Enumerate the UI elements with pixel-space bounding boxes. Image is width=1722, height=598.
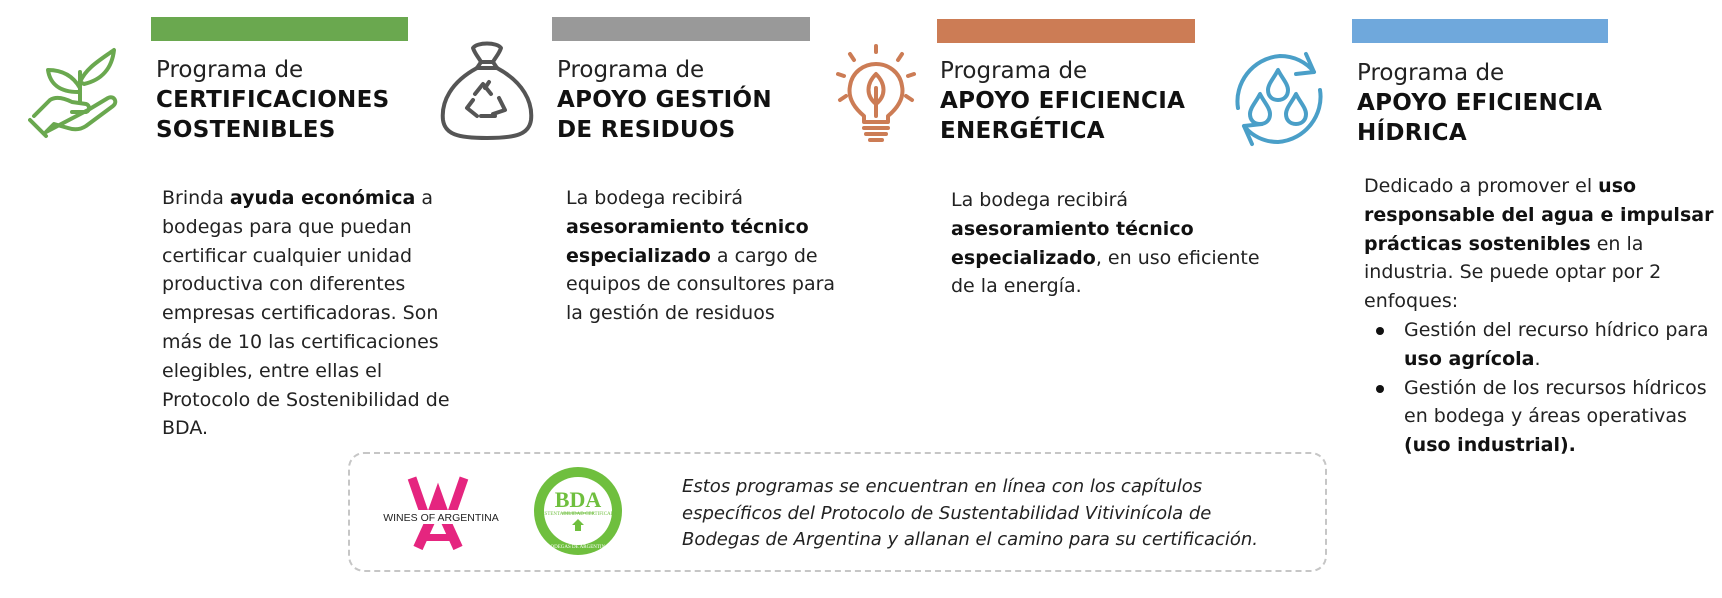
description-text: , en uso eficiente de la energía. xyxy=(951,246,1260,298)
list-item-highlight: uso agrícola xyxy=(1404,347,1535,370)
description-highlight: asesoramiento técnico especializado xyxy=(566,215,809,267)
description-text: a cargo de equipos de consultores para la gestión de residuos xyxy=(566,244,836,325)
bda-seal-text-top: SUSTENTABILIDAD CERTIFICADA xyxy=(538,512,618,517)
title-line-1: APOYO EFICIENCIA xyxy=(1357,90,1603,116)
approach-list xyxy=(1364,316,1716,460)
title-line-2: SOSTENIBLES xyxy=(156,117,336,143)
title-energetica xyxy=(940,56,1185,146)
description-paragraph xyxy=(1364,172,1716,316)
title-pre: Programa de xyxy=(557,57,705,83)
description-energetica xyxy=(951,186,1261,301)
description-hidrica xyxy=(1364,172,1716,460)
description-text: Dedicado a promover el xyxy=(1364,175,1599,197)
list-item-text: Gestión del recurso hídrico para xyxy=(1404,318,1709,341)
bda-seal-text-bottom: BODEGAS DE ARGENTINA xyxy=(547,545,609,550)
title-pre: Programa de xyxy=(1357,60,1505,86)
color-bar-hidrica xyxy=(1352,19,1608,43)
list-item-text: Gestión de los recursos hídricos en bodega y áreas operativas xyxy=(1404,376,1707,428)
list-item-highlight: (uso industrial). xyxy=(1404,434,1576,457)
description-text: en la industria. Se puede optar por 2 enfoques: xyxy=(1364,232,1662,313)
title-pre: Programa de xyxy=(156,57,304,83)
bda-certified-seal xyxy=(532,465,624,557)
wines-logo-text: WINES OF ARGENTINA xyxy=(383,512,499,524)
description-highlight: uso responsable del agua e impulsar prácticas sostenibles xyxy=(1364,175,1714,255)
water-cycle-icon xyxy=(1228,48,1330,150)
title-certificaciones xyxy=(156,55,389,145)
description-text: La bodega recibirá xyxy=(951,189,1129,211)
wines-of-argentina-logo xyxy=(382,476,500,550)
lightbulb-leaf-icon xyxy=(834,44,918,148)
description-text: La bodega recibirá xyxy=(566,187,744,209)
plant-hand-icon xyxy=(28,44,124,140)
description-highlight: ayuda económica xyxy=(229,187,416,209)
title-line-2: DE RESIDUOS xyxy=(557,117,736,143)
title-residuos xyxy=(557,55,772,145)
color-bar-energetica xyxy=(937,19,1195,43)
list-item xyxy=(1404,316,1716,374)
color-bar-certificaciones xyxy=(151,17,408,41)
title-line-1: APOYO GESTIÓN xyxy=(557,87,772,113)
svg-text:BDA: BDA xyxy=(554,487,602,512)
description-text: a bodegas para que puedan certificar cualquier unidad productiva con diferentes empresas certificadoras. Son más de 10 las certificaciones elegibles, entre ellas el Protocolo de Sostenibilidad de BDA. xyxy=(162,187,450,440)
title-line-1: APOYO EFICIENCIA xyxy=(940,88,1186,114)
description-highlight: asesoramiento técnico especializado xyxy=(951,217,1194,269)
title-line-1: CERTIFICACIONES xyxy=(156,87,390,113)
description-residuos xyxy=(566,184,856,328)
title-line-2: ENERGÉTICA xyxy=(940,118,1105,144)
list-item xyxy=(1404,374,1716,460)
footer-note-text: Estos programas se encuentran en línea con los capítulos específicos del Protocolo de Sustentabilidad Vitivinícola de Bodegas de Argentina y allanan el camino para su certificación. xyxy=(682,476,1259,550)
description-certificaciones xyxy=(162,184,454,443)
title-pre: Programa de xyxy=(940,58,1088,84)
title-hidrica xyxy=(1357,58,1602,148)
list-item-text: . xyxy=(1534,347,1541,370)
title-line-2: HÍDRICA xyxy=(1357,120,1467,146)
recycle-bag-icon xyxy=(437,38,537,142)
color-bar-residuos xyxy=(552,17,810,41)
description-text: Brinda xyxy=(162,187,230,209)
